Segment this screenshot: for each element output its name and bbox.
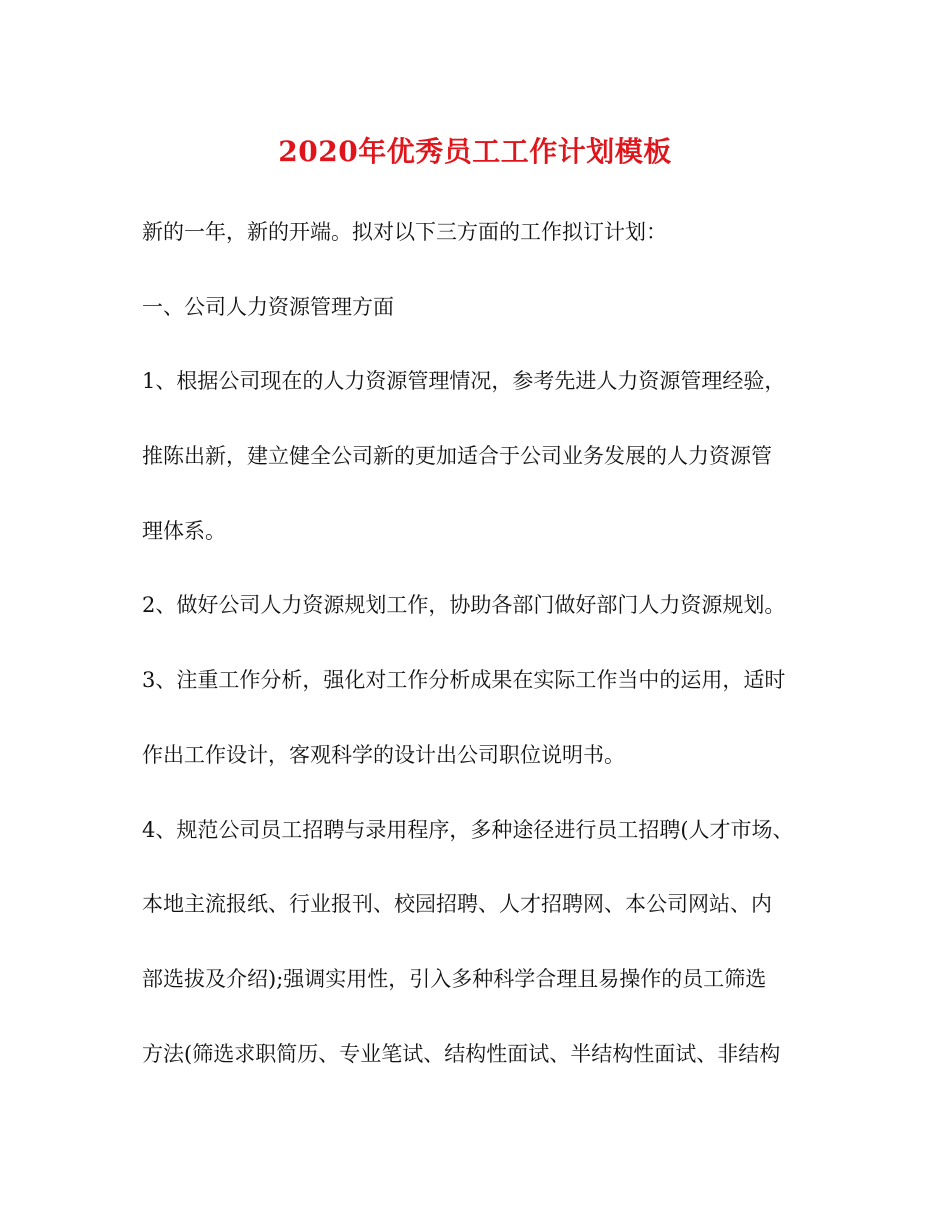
paragraph-line: 方法(筛选求职简历、专业笔试、结构性面试、半结构性面试、非结构	[142, 1041, 781, 1066]
paragraph-line: 1、根据公司现在的人力资源管理情况，参考先进人力资源管理经验，	[142, 369, 786, 394]
document-body	[142, 216, 822, 1112]
section-heading-hr: 一、公司人力资源管理方面	[142, 294, 394, 319]
paragraph-line: 3、注重工作分析，强化对工作分析成果在实际工作当中的运用，适时	[142, 668, 786, 693]
paragraph-line: 理体系。	[142, 518, 226, 543]
document-title: 2020年优秀员工工作计划模板	[278, 135, 672, 168]
paragraph-line: 作出工作设计，客观科学的设计出公司职位说明书。	[142, 742, 625, 767]
paragraph-line: 本地主流报纸、行业报刊、校园招聘、人才招聘网、本公司网站、内	[142, 892, 772, 917]
paragraph-line-intro: 新的一年，新的开端。拟对以下三方面的工作拟订计划：	[142, 220, 667, 244]
paragraph-line: 2、做好公司人力资源规划工作，协助各部门做好部门人力资源规划。	[142, 593, 786, 618]
paragraph-line: 推陈出新，建立健全公司新的更加适合于公司业务发展的人力资源管	[142, 444, 772, 469]
paragraph-line: 4、规范公司员工招聘与录用程序，多种途径进行员工招聘(人才市场、	[142, 817, 794, 842]
paragraph-line: 部选拔及介绍);强调实用性，引入多种科学合理且易操作的员工筛选	[142, 966, 767, 991]
